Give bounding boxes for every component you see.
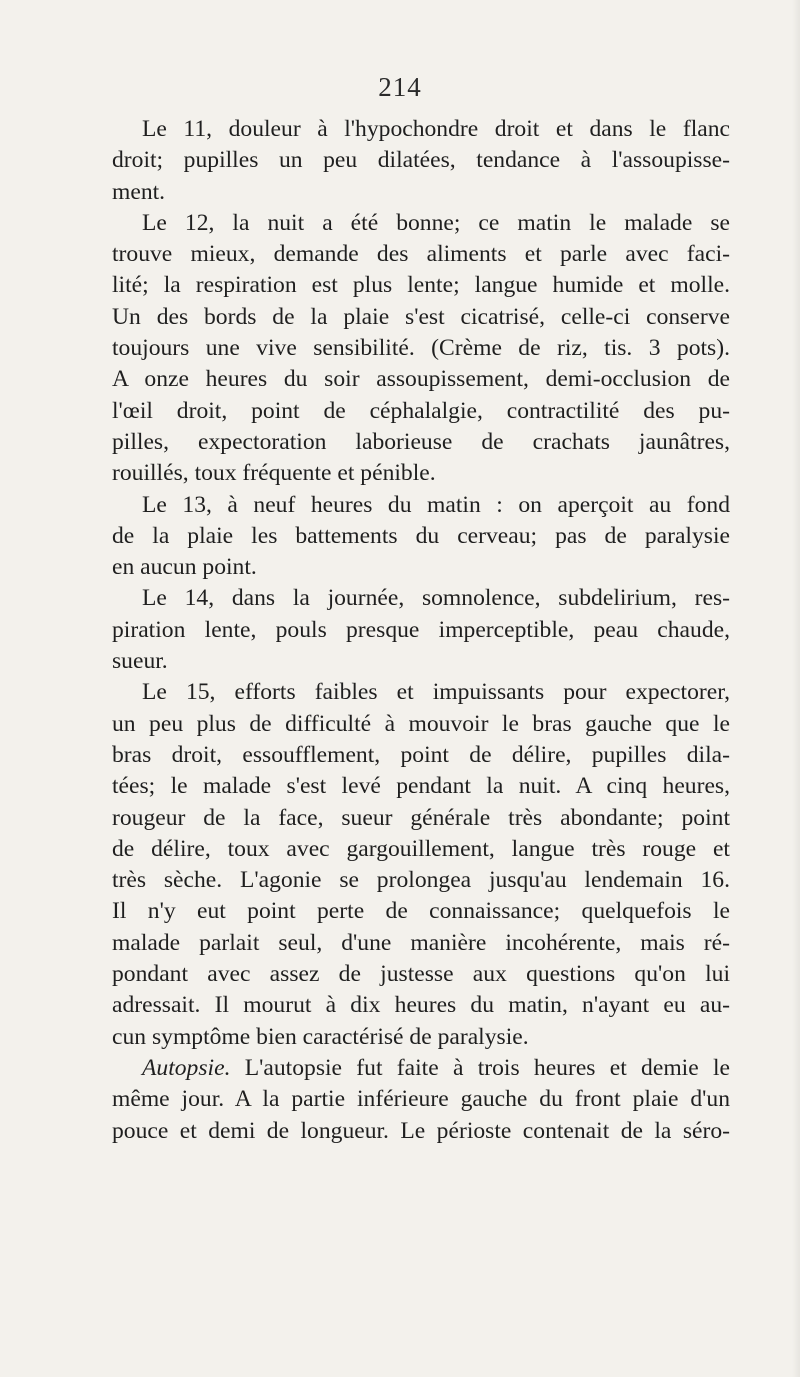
text-line: Le 12, la nuit a été bonne; ce matin le malade se (142, 209, 730, 236)
text-line: tées; le malade s'est levé pendant la nuit. A cinq heures, (112, 773, 730, 800)
section-heading: Autopsie. (142, 1054, 231, 1081)
text-line: droit; pupilles un peu dilatées, tendance à l'assoupisse- (112, 147, 730, 174)
text-line: malade parlait seul, d'une manière incohérente, mais ré- (112, 929, 730, 956)
text-line: en aucun point. (112, 554, 257, 581)
text-line: toujours une vive sensibilité. (Crème de riz, tis. 3 pots). (112, 335, 730, 362)
text-line: trouve mieux, demande des aliments et parle avec faci- (112, 241, 730, 268)
text-line: l'œil droit, point de céphalalgie, contractilité des pu- (112, 397, 730, 424)
text-line: A onze heures du soir assoupissement, demi-occlusion de (112, 366, 730, 393)
text-line: adressait. Il mourut à dix heures du matin, n'ayant eu au- (112, 992, 730, 1019)
text-line: Le 14, dans la journée, somnolence, subdelirium, res- (142, 585, 730, 612)
text-line: de la plaie les battements du cerveau; pas de paralysie (112, 522, 730, 549)
text-line: Il n'y eut point perte de connaissance; quelquefois le (112, 898, 730, 925)
text-line: pondant avec assez de justesse aux questions qu'on lui (112, 961, 730, 988)
text-line: de délire, toux avec gargouillement, langue très rouge et (112, 835, 730, 862)
text-fragment: L'autopsie fut faite à trois heures et demie le (230, 1054, 730, 1081)
text-line: Le 15, efforts faibles et impuissants pour expectorer, (142, 679, 730, 706)
text-line: rougeur de la face, sueur générale très abondante; point (112, 804, 730, 831)
text-line: Le 11, douleur à l'hypochondre droit et dans le flanc (142, 116, 730, 142)
text-line: bras droit, essoufflement, point de délire, pupilles dila- (112, 741, 730, 768)
text-line: ment. (112, 178, 166, 205)
text-line: piration lente, pouls presque imperceptible, peau chaude, (112, 616, 730, 643)
text-line: très sèche. L'agonie se prolongea jusqu'au lendemain 16. (112, 867, 730, 894)
text-line: pilles, expectoration laborieuse de crachats jaunâtres, (112, 428, 730, 455)
text-line (112, 1053, 730, 1084)
text-line: sueur. (112, 648, 168, 675)
page-edge-shadow (792, 0, 800, 1377)
body-text (112, 114, 730, 1147)
text-line: rouillés, toux fréquente et pénible. (112, 460, 436, 487)
text-line: pouce et demi de longueur. Le périoste contenait de la séro- (112, 1117, 730, 1144)
text-line: cun symptôme bien caractérisé de paralysie. (112, 1023, 529, 1050)
text-line: même jour. A la partie inférieure gauche du front plaie d'un (112, 1086, 730, 1113)
text-line: Le 13, à neuf heures du matin : on aperçoit au fond (142, 491, 730, 518)
page-number: 214 (378, 72, 422, 102)
text-line: Un des bords de la plaie s'est cicatrisé, celle-ci conserve (112, 303, 730, 330)
text-line: lité; la respiration est plus lente; langue humide et molle. (112, 272, 730, 299)
text-line: un peu plus de difficulté à mouvoir le bras gauche que le (112, 710, 730, 737)
